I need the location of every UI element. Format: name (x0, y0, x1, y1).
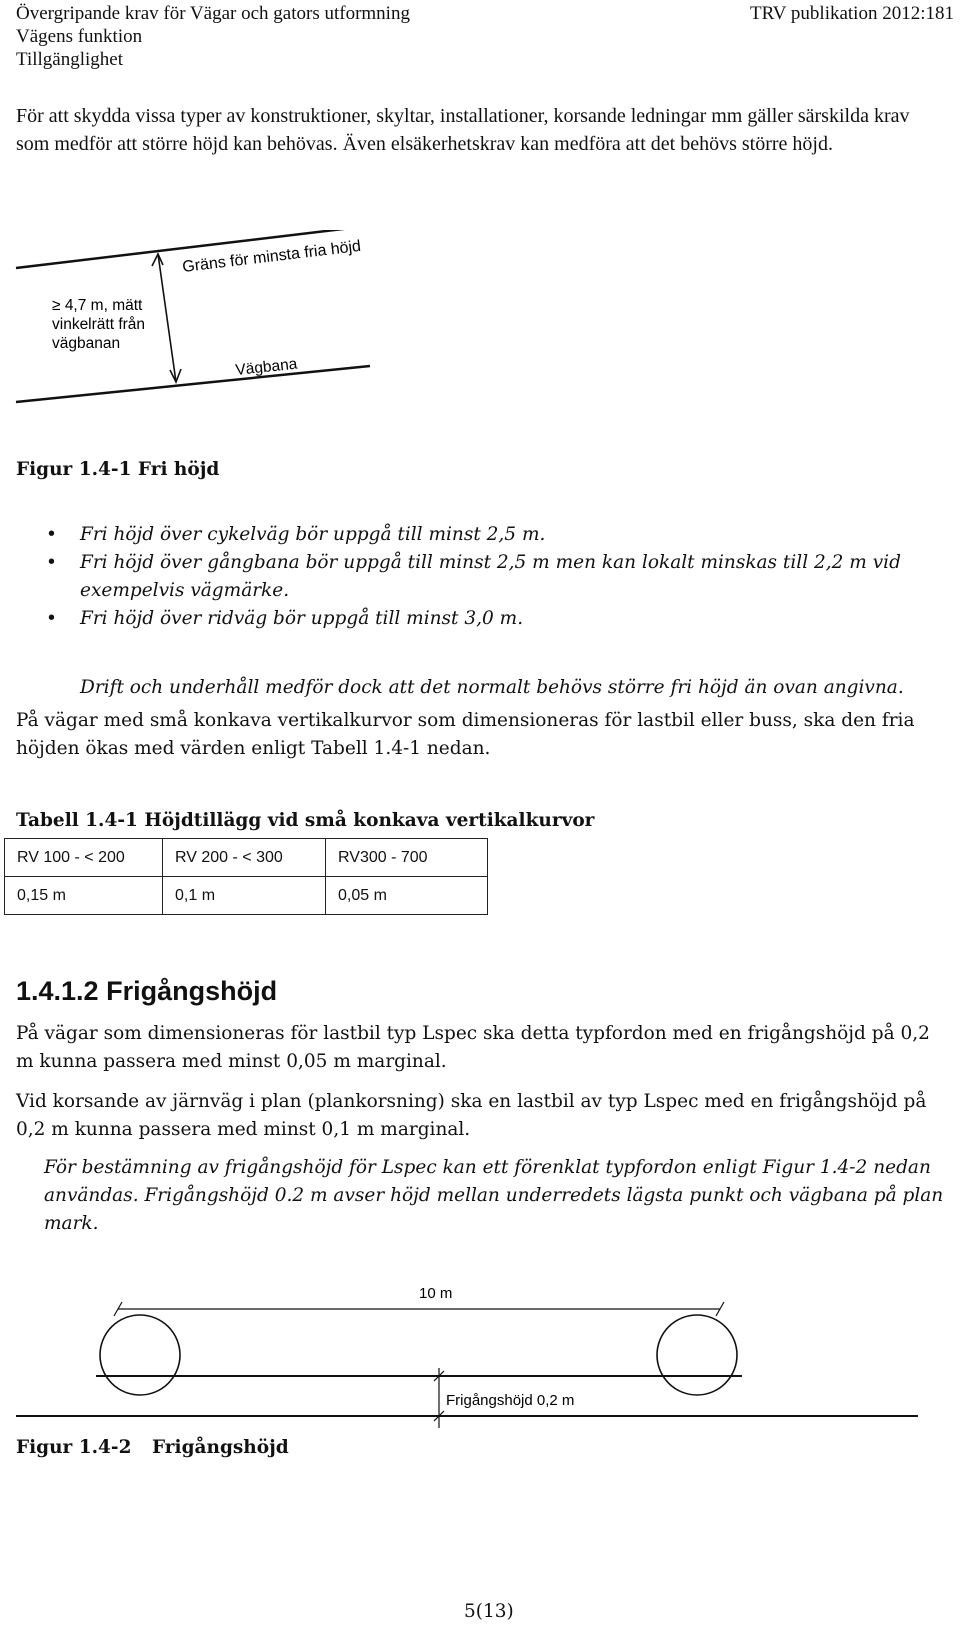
label-measure-3: vägbanan (52, 335, 121, 352)
table-row (5, 877, 488, 915)
figure2-caption-number: Figur 1.4-2 (16, 1437, 132, 1458)
table-caption: Tabell 1.4-1 Höjdtillägg vid små konkava vertikalkurvor (16, 810, 595, 831)
label-distance: 10 m (419, 1285, 453, 1302)
section-heading: 1.4.1.2 Frigångshöjd (16, 976, 278, 1006)
figure2-caption-title: Frigångshöjd (152, 1437, 289, 1458)
header-section: Tillgänglighet (16, 49, 123, 70)
road-line (16, 366, 370, 402)
label-measure-1: ≥ 4,7 m, mätt (52, 297, 143, 314)
right-wheel-icon (657, 1315, 737, 1395)
list-item: • Fri höjd över ridväg bör uppgå till minst 3,0 m. (16, 605, 916, 633)
figure-clearance (0, 1268, 960, 1438)
table-row (5, 839, 488, 877)
label-road: Vägbana (234, 355, 299, 379)
section-paragraph-1: På vägar som dimensioneras för lastbil typ Lspec ska detta typfordon med en frigångshöjd på 0,2 m kunna passera med minst 0,05 m marginal. (16, 1023, 930, 1072)
height-dimension-line (158, 254, 176, 382)
intro-paragraph: För att skydda vissa typer av konstruktioner, skyltar, installationer, korsande ledningar mm gäller särskilda krav som medför att större höjd kan behövas. Även elsäkerhetskrav kan medföra att det behövs större höjd. (16, 105, 910, 155)
height-addition-table (4, 838, 488, 915)
table-cell: 0,15 m (5, 877, 163, 915)
table-header-cell: RV 100 - < 200 (5, 839, 163, 877)
page-number: 5(13) (464, 1601, 514, 1622)
free-height-list (16, 521, 916, 633)
header-publication: TRV publikation 2012:181 (750, 3, 954, 24)
table-cell: 0,1 m (163, 877, 326, 915)
left-wheel-icon (100, 1315, 180, 1395)
label-measure-2: vinkelrätt från (52, 316, 146, 333)
label-limit: Gräns för minsta fria höjd (181, 237, 362, 276)
section-paragraph-3: För bestämning av frigångshöjd för Lspec kan ett förenklat typfordon enligt Figur 1.4-2 nedan användas. Frigångshöjd 0.2 m avser höjd mellan underredets lägsta punkt och vägbana på plan mark. (44, 1157, 944, 1234)
table-header-cell: RV300 - 700 (326, 839, 488, 877)
list-item: • Fri höjd över cykelväg bör uppgå till minst 2,5 m. (16, 521, 916, 549)
arrow-up-icon (152, 254, 163, 266)
label-clearance: Frigångshöjd 0,2 m (446, 1392, 575, 1409)
list-item: • Fri höjd över gångbana bör uppgå till minst 2,5 m men kan lokalt minskas till 2,2 m vid exempelvis vägmärke. (16, 549, 916, 605)
header-chapter: Vägens funktion (16, 26, 143, 47)
curves-paragraph: På vägar med små konkava vertikalkurvor som dimensioneras för lastbil eller buss, ska den fria höjden ökas med värden enligt Tabell 1.4-1 nedan. (16, 710, 915, 759)
table-header-cell: RV 200 - < 300 (163, 839, 326, 877)
figure-free-height (0, 230, 400, 430)
section-paragraph-2: Vid korsande av järnväg i plan (plankorsning) ska en lastbil av typ Lspec med en frigångshöjd på 0,2 m kunna passera med minst 0,1 m marginal. (16, 1091, 927, 1140)
table-cell: 0,05 m (326, 877, 488, 915)
header-document-title: Övergripande krav för Vägar och gators utformning (16, 3, 410, 24)
maintenance-note: Drift och underhåll medför dock att det normalt behövs större fri höjd än ovan angivna. (80, 677, 904, 698)
figure1-caption: Figur 1.4-1 Fri höjd (16, 459, 220, 480)
